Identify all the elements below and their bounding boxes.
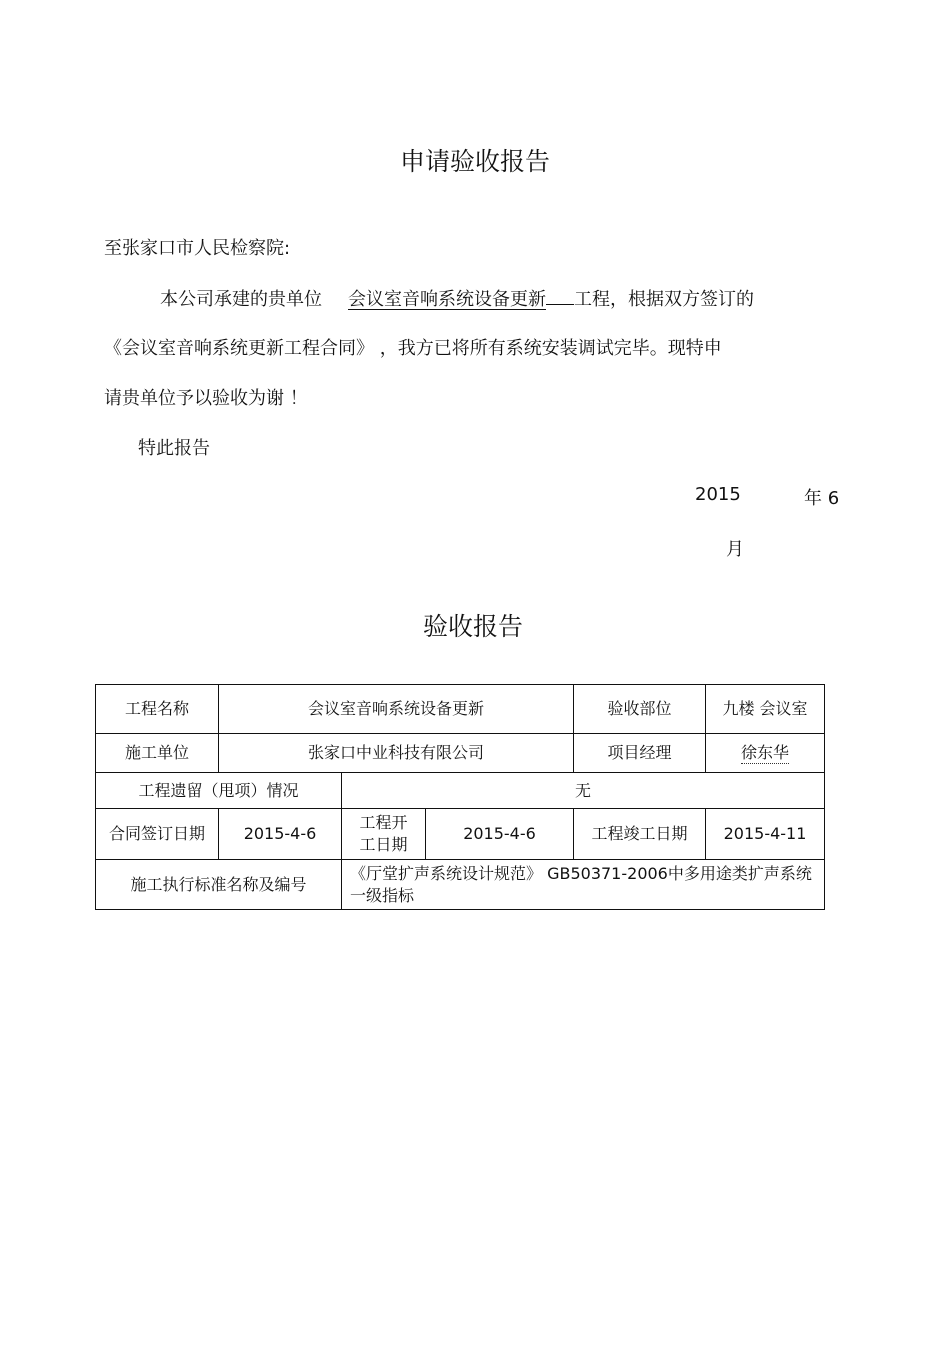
start-date-label: 工程开工日期 — [342, 809, 426, 860]
contractor-label: 施工单位 — [96, 734, 219, 773]
completion-date-label: 工程竣工日期 — [574, 809, 706, 860]
manager-label: 项目经理 — [574, 734, 706, 773]
acceptance-location-value: 九楼 会议室 — [706, 685, 825, 734]
date-month-unit: 月 — [726, 539, 744, 560]
standard-label: 施工执行标准名称及编号 — [96, 860, 342, 910]
table-row — [96, 860, 825, 910]
report-title: 验收报告 — [422, 612, 523, 641]
project-name-underlined: 会议室音响系统设备更新 — [348, 289, 546, 310]
manager-value-cell — [706, 734, 825, 773]
standard-value: 《厅堂扩声系统设计规范》 GB50371-2006中多用途类扩声系统一级指标 — [342, 860, 825, 910]
leftover-value: 无 — [342, 773, 825, 809]
table-row — [96, 685, 825, 734]
underline-filler — [546, 290, 574, 305]
application-title: 申请验收报告 — [399, 147, 550, 176]
date-year: 2015 — [695, 484, 741, 505]
contractor-value: 张家口中业科技有限公司 — [219, 734, 574, 773]
para1-suffix: 工程，根据双方签订的 — [574, 289, 754, 310]
closing-line: 特此报告 — [138, 438, 210, 459]
manager-value: 徐东华 — [741, 743, 790, 762]
table-row — [96, 773, 825, 809]
acceptance-report-table — [95, 684, 825, 910]
contract-date-value: 2015-4-6 — [219, 809, 342, 860]
project-name-value: 会议室音响系统设备更新 — [219, 685, 574, 734]
table-row — [96, 809, 825, 860]
completion-date-value: 2015-4-11 — [706, 809, 825, 860]
para1-prefix: 本公司承建的贵单位 — [160, 289, 322, 310]
date-year-unit: 年 6 — [804, 488, 840, 509]
project-name-label: 工程名称 — [96, 685, 219, 734]
contract-date-label: 合同签订日期 — [96, 809, 219, 860]
recipient-line: 至张家口市人民检察院: — [104, 238, 291, 259]
acceptance-location-label: 验收部位 — [574, 685, 706, 734]
paragraph-line-2: 《会议室音响系统更新工程合同》 ，我方已将所有系统安装调试完毕。现特申 — [104, 338, 722, 359]
leftover-label: 工程遗留（甩项）情况 — [96, 773, 342, 809]
start-date-value: 2015-4-6 — [426, 809, 574, 860]
paragraph-line-3: 请贵单位予以验收为谢 ！ — [104, 388, 308, 409]
paragraph-line-1 — [160, 285, 754, 311]
table-row — [96, 734, 825, 773]
